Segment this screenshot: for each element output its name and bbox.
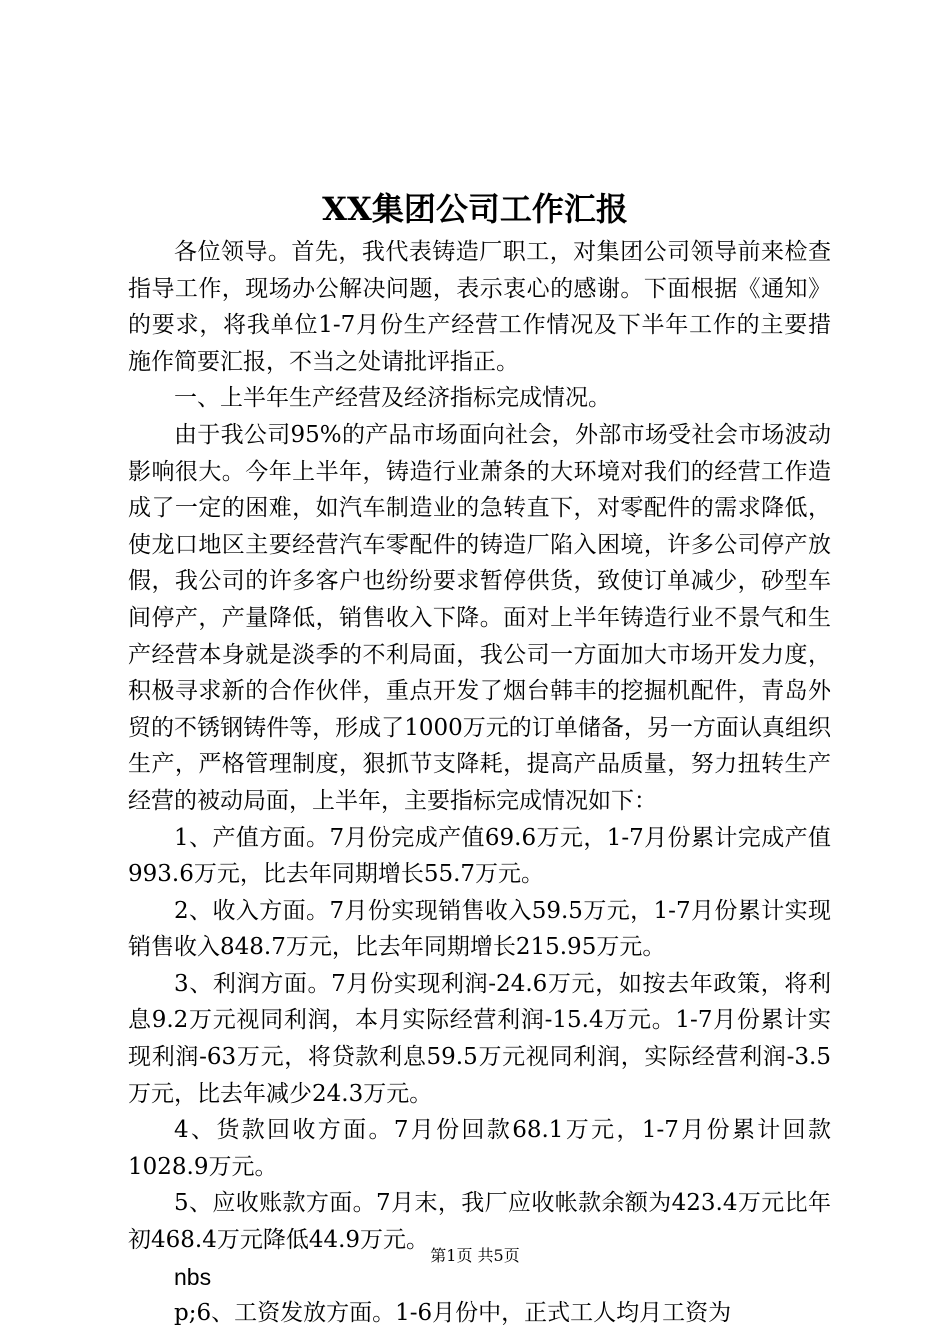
- paragraph-market: 由于我公司95%的产品市场面向社会，外部市场受社会市场波动影响很大。今年上半年，铸造行业萧条的大环境对我们的经营工作造成了一定的困难，如汽车制造业的急转直下，对零配件的需求降低，使龙口地区主要经营汽车零配件的铸造厂陷入困境，许多公司停产放假，我公司的许多客户也纷纷要求暂停供货，致使订单减少，砂型车间停产，产量降低，销售收入下降。面对上半年铸造行业不景气和生产经营本身就是淡季的不利局面，我公司一方面加大市场开发力度，积极寻求新的合作伙伴，重点开发了烟台韩丰的挖掘机配件，青岛外贸的不锈钢铸件等，形成了1000万元的订单储备，另一方面认真组织生产，严格管理制度，狠抓节支降耗，提高产品质量，努力扭转生产经营的被动局面，上半年，主要指标完成情况如下：: [128, 421, 831, 814]
- paragraph-collection: 4、货款回收方面。7月份回款68.1万元，1-7月份累计回款1028.9万元。: [128, 1117, 831, 1180]
- page-indicator: 第1页 共5页: [430, 1246, 520, 1265]
- document-title: XX集团公司工作汇报: [322, 190, 628, 228]
- paragraph-fragment: nbs: [174, 1263, 212, 1290]
- document-body: [128, 234, 831, 1332]
- paragraph-receivables: 5、应收账款方面。7月末，我厂应收帐款余额为423.4万元比年初468.4万元降低44.9万元。: [128, 1190, 831, 1254]
- paragraph-output: 1、产值方面。7月份完成产值69.6万元，1-7月份累计完成产值993.6万元，比去年同期增长55.7万元。: [128, 824, 831, 888]
- paragraph-wages: p;6、工资发放方面。1-6月份中，正式工人均月工资为: [174, 1300, 732, 1327]
- paragraph-greeting: 各位领导。首先，我代表铸造厂职工，对集团公司领导前来检查指导工作，现场办公解决问题，表示衷心的感谢。下面根据《通知》的要求，将我单位1-7月份生产经营工作情况及下半年工作的主要措施作简要汇报，不当之处请批评指正。: [128, 239, 831, 375]
- paragraph-profit: 3、利润方面。7月份实现利润-24.6万元，如按去年政策，将利息9.2万元视同利润，本月实际经营利润-15.4万元。1-7月份累计实现利润-63万元，将贷款利息59.5万元视同利润，实际经营利润-3.5万元，比去年减少24.3万元。: [128, 970, 831, 1107]
- paragraph-revenue: 2、收入方面。7月份实现销售收入59.5万元，1-7月份累计实现销售收入848.7万元，比去年同期增长215.95万元。: [128, 897, 831, 961]
- page-footer: [0, 1244, 950, 1268]
- section-heading: 一、上半年生产经营及经济指标完成情况。: [174, 385, 611, 412]
